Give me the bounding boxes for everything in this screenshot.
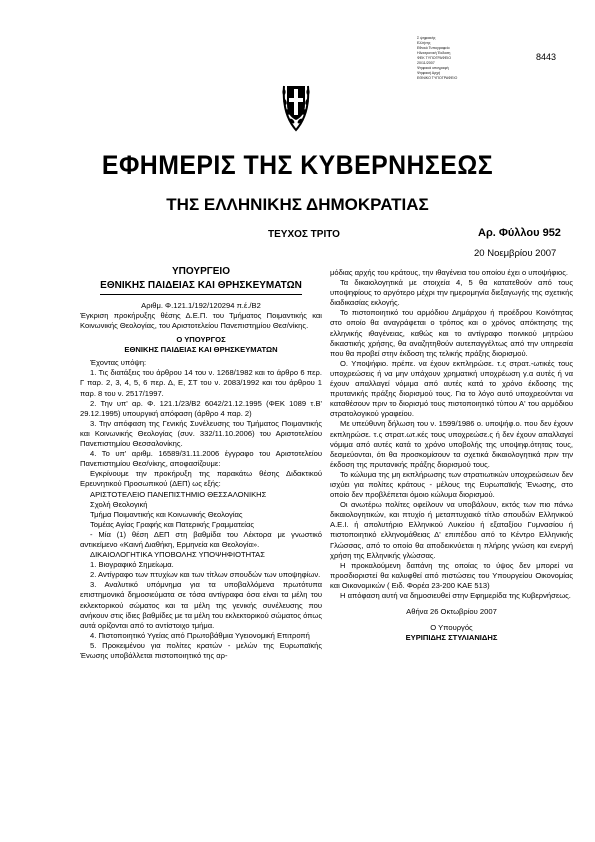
having-regard: Έχοντας υπόψη:	[90, 358, 147, 368]
school-name: Σχολή Θεολογική	[90, 499, 148, 509]
paragraph: 1. Τις διατάξεις του άρθρου 14 του ν. 1268/1982 και το άρθρο 6 περ. Γ παρ. 2, 3, 4, 5, 6 περ. Δ, Ε, ΣΤ του ν. 2083/1992 και του άρθρου 1 παρ. 8 του ν. 2517/1997.	[80, 368, 322, 398]
gazette-title: ΕΦΗΜΕΡΙΣ ΤΗΣ ΚΥΒΕΡΝΗΣΕΩΣ	[101, 150, 494, 180]
paragraph: Η προκαλούμενη δαπάνη της οποίας το ύψος δεν μπορεί να προσδιοριστεί θα καλυφθεί από πιστώσεις του Υπουργείου Οικονομίας και Οικονομικών ( Ειδ. Φορέα 23-200 ΚΑΕ 513)	[330, 560, 573, 590]
paragraph: Ο. Υποψήφιο. πρέπε. να έχουν εκπληρώσε. τ.ς στρατ.-ωτικές τους υποχρεώσεις ή να μην υπάχουν χρηματική υποχρέωση γ.α αυτές ή να έχουν απαλλαγεί νόμιμα από αυτές κατά το χρόνο έκδοσης της πρυτανικής πράξης διορισμού τους. Για το λόγο αυτό υποχρεούνται να καταθέσουν πριν το διορισμό τους πιστοποιητικό τύπου Α' του αρμόδιου στρατολογικού γραφείου.	[330, 358, 573, 419]
documents-heading: ΔΙΚΑΙΟΛΟΓΗΤΙΚΑ ΥΠΟΒΟΛΗΣ ΥΠΟΨΗΦΙΟΤΗΤΑΣ	[90, 550, 265, 560]
gazette-subtitle: ΤΗΣ ΕΛΛΗΝΙΚΗΣ ΔΗΜΟΚΡΑΤΙΑΣ	[166, 195, 429, 214]
signature-name: ΕΥΡΙΠΙΔΗΣ ΣΤΥΛΙΑΝΙΔΗΣ	[405, 633, 498, 643]
paragraph: Τα δικαιολογητικά με στοιχεία 4, 5 θα κατατεθούν από τους υποψηφίους το αργότερο μέχρι την ημερομηνία διεξαγωγής της σχετικής διαδικασίας εκλογής.	[330, 278, 573, 308]
decision-description: Έγκριση προκήρυξης θέσης Δ.Ε.Π. του Τμήματος Ποιμαντικής και Κοινωνικής Θεολογίας, του Αριστοτελείου Πανεπιστημίου Θεσ/νίκης.	[80, 311, 322, 331]
sheet-number: Αρ. Φύλλου 952	[478, 227, 561, 239]
paragraph: Το πιστοποιητικό του αρμόδιου Δημάρχου ή προέδρου Κοινότητας στο οποίο θα αναγράφεται ο τρόπος και ο χρόνος απόκτησης της ελληνικής ιθαγένειας, καθώς και το αντίγραφο ποινικού μητρώου δικαστικής χρήσης, θα αναζητηθούν αυτεπαγγέλτως από την υπηρεσία που θα προβεί στην έκδοση της τελικής πράξης διορισμού.	[330, 308, 573, 358]
digital-signature-stamp: Σ ψηφιακής Ελλήνης Εθνικό Τυπογραφείο Ηλεκτρονική Έκδοση ΦΕΚ ΤΥΠΟΓΡΑΦΕΙΟ 20/11/2007 Ψηφιακά υπογραφή Ψηφιακή Αρχή ΕΘΝΙΚΟ ΤΥΠΟΓΡΑΦΕΙΟ	[417, 36, 458, 80]
coat-of-arms-icon	[281, 36, 311, 146]
document-item: 1. Βιογραφικό Σημείωμα.	[90, 560, 174, 570]
department-name: Τμήμα Ποιμαντικής και Κοινωνικής Θεολογίας	[90, 509, 243, 519]
paragraph: 2. Την υπ' αρ. Φ. 121.1/23/Β2 6042/21.12.1995 (ΦΕΚ 1089 τ.Β' 29.12.1995) υπουργική απόφαση (άρθρο 4 παρ. 2)	[80, 398, 322, 418]
paragraph: Η απόφαση αυτή να δημοσιευθεί στην Εφημερίδα της Κυβερνήσεως.	[340, 591, 571, 600]
paragraph: Το κώλυμα της μη εκπλήρωσης των στρατιωτικών υποχρεώσεων δεν ισχύει για πολίτες κράτους - μέλους της Ευρωπαϊκής Ένωσης, στο οποίο δεν προβλέπεται όμοιο κώλυμα διορισμού.	[330, 469, 573, 500]
university-name: ΑΡΙΣΤΟΤΕΛΕΙΟ ΠΑΝΕΠΙΣΤΗΜΙΟ ΘΕΣΣΑΛΟΝΙΚΗΣ	[90, 489, 267, 499]
left-column	[80, 265, 322, 661]
issue-date: 20 Νοεμβρίου 2007	[474, 248, 557, 259]
document-item: 4. Πιστοποιητικό Υγείας από Πρωτοβάθμια Υγειονομική Επιτροπή	[90, 630, 310, 640]
decision-number: Αριθμ. Φ.121.1/192/120294 π.έ./Β2	[141, 301, 261, 310]
signature-date: Αθήνα 26 Οκτωβρίου 2007	[406, 607, 497, 617]
signature-role: Ο Υπουργός	[430, 623, 473, 633]
ministry-heading: ΥΠΟΥΡΓΕΙΟ ΕΘΝΙΚΗΣ ΠΑΙΔΕΙΑΣ ΚΑΙ ΘΡΗΣΚΕΥΜΑΤΩΝ	[80, 265, 322, 295]
paragraph: 3. Την απόφαση της Γενικής Συνέλευσης του Τμήματος Ποιμαντικής και Κοινωνικής Θεολογίας (συν. 332/11.10.2006) του Αριστοτελείου Πανεπιστημίου Θεσσαλονίκης.	[80, 418, 322, 449]
paragraph: 4. Το υπ' αριθμ. 16589/31.11.2006 έγγραφο του Αριστοτελείου Πανεπιστημίου Θεσ/νίκης, αποφασίζουμε:	[80, 449, 322, 469]
sector-name: Τομέας Αγίας Γραφής και Πατερικής Γραμματείας	[90, 519, 255, 529]
document-item: 3. Αναλυτικό υπόμνημα για τα υποβαλλόμενα πρωτότυπα επιστημονικά δημοσιεύματα σε τόσα αντίγραφα όσα είναι τα μέλη του εκλεκτορικού σώματος και τα μέλη της γενικής συνέλευσης που ανήκουν στις ίδιες βαθμίδες με τα μέλη του εκλεκτορικού σώματος όπως αυτά ορίζονται από το αντίστοιχο τμήμα.	[80, 580, 322, 630]
document-item: 2. Αντίγραφο των πτυχίων και των τίτλων σπουδών των υποψηφίων.	[90, 570, 321, 580]
paragraph: Εγκρίνουμε την προκήρυξη της παρακάτω θέσης Διδακτικού Ερευνητικού Προσωπικού (ΔΕΠ) ως εξής:	[80, 469, 322, 489]
paragraph: μόδιας αρχής του κράτους, την ιθαγένεια του οποίου έχει ο υποψήφιος.	[330, 268, 569, 277]
position-description: - Μία (1) θέση ΔΕΠ στη βαθμίδα του Λέκτορα με γνωστικό αντικείμενο «Καινή Διαθήκη, Ερμηνεία και Θεολογία».	[80, 529, 322, 549]
issue-label: ΤΕΥΧΟΣ ΤΡΙΤΟ	[268, 229, 340, 240]
minister-heading: Ο ΥΠΟΥΡΓΟΣ ΕΘΝΙΚΗΣ ΠΑΙΔΕΙΑΣ ΚΑΙ ΘΡΗΣΚΕΥΜΑΤΩΝ	[124, 335, 278, 355]
page-number: 8443	[536, 52, 557, 62]
document-item: 5. Προκειμένου για πολίτες κρατών - μελών της Ευρωπαϊκής Ένωσης υποβάλλεται πιστοποιητικό της αρ-	[80, 640, 322, 660]
paragraph: Με υπεύθυνη δήλωση του ν. 1599/1986 ο. υποψήφ.ο. που δεν έχουν εκπληρώσε. τ.ς στρατ.ωτ.κές τους υποχρεώσε.ς ή δεν έχουν απαλλαγεί νόμιμα από αυτές κατά το χρόνο υποβολής της υποψηφ.ότητας τους, δεσμεύονται, ότι θα προσκομίσουν τα σχετικά δικαιολογητικά πριν την έκδοση της πρυτανικής πράξης διορισμού τους.	[330, 419, 573, 469]
paragraph: Οι ανωτέρω πολίτες οφείλουν να υποβάλουν, εκτός των πιο πάνω δικαιολογητικών, και πτυχίο ή μεταπτυχιακό τίτλο σπουδών Ελληνικού Α.Ε.Ι. ή απολυτήριο Ελληνικού Λυκείου ή εξαταξίου Γυμνασίου ή πιστοποιητικό ελληνομάθειας Δ' επιπέδου από το Κέντρο Ελληνικής Γλώσσας, από το οποίο θα αποδεικνύεται η πλήρης γνώση και ενεργή χρήση της Ελληνικής γλώσσας.	[330, 500, 573, 560]
right-column	[330, 268, 573, 643]
